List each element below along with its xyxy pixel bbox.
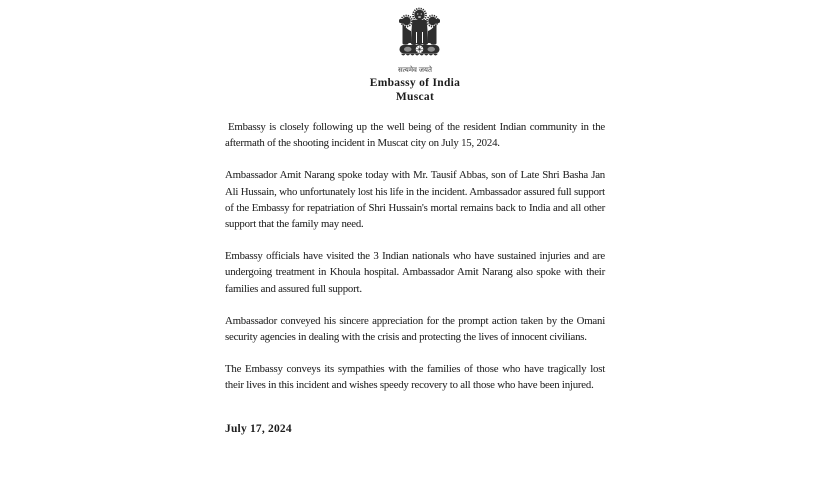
- press-release-body: [225, 119, 605, 394]
- document-content: [225, 0, 605, 435]
- letterhead: [225, 0, 605, 103]
- emblem-motto: सत्यमेव जयते: [398, 66, 432, 74]
- document-footer: [225, 423, 605, 435]
- body-paragraph: Embassy officials have visited the 3 Indian nationals who have sustained injuries and are undergoing treatment in Khoula hospital. Ambassador Amit Narang also spoke with their families and assured full support.: [225, 250, 605, 295]
- org-name: Embassy of India: [369, 77, 461, 89]
- body-paragraph: Embassy is closely following up the well being of the resident Indian community in the aftermath of the shooting incident in Muscat city on July 15, 2024.: [225, 121, 605, 150]
- india-national-emblem-icon: [396, 7, 443, 65]
- body-paragraph: Ambassador Amit Narang spoke today with Mr. Tausif Abbas, son of Late Shri Basha Jan Ali Hussain, who unfortunately lost his life in the incident. Ambassador assured full support of the Embassy for repatriation of Shri Hussain's mortal remains back to India and all other support that the family may need.: [225, 169, 605, 231]
- body-paragraph: Ambassador conveyed his sincere appreciation for the prompt action taken by the Omani security agencies in dealing with the crisis and protecting the lives of innocent civilians.: [225, 314, 605, 344]
- org-location: Muscat: [395, 91, 435, 103]
- body-paragraph: The Embassy conveys its sympathies with the families of those who have tragically lost their lives in this incident and wishes speedy recovery to all those who have been injured.: [225, 363, 605, 392]
- release-date: July 17, 2024: [225, 422, 292, 435]
